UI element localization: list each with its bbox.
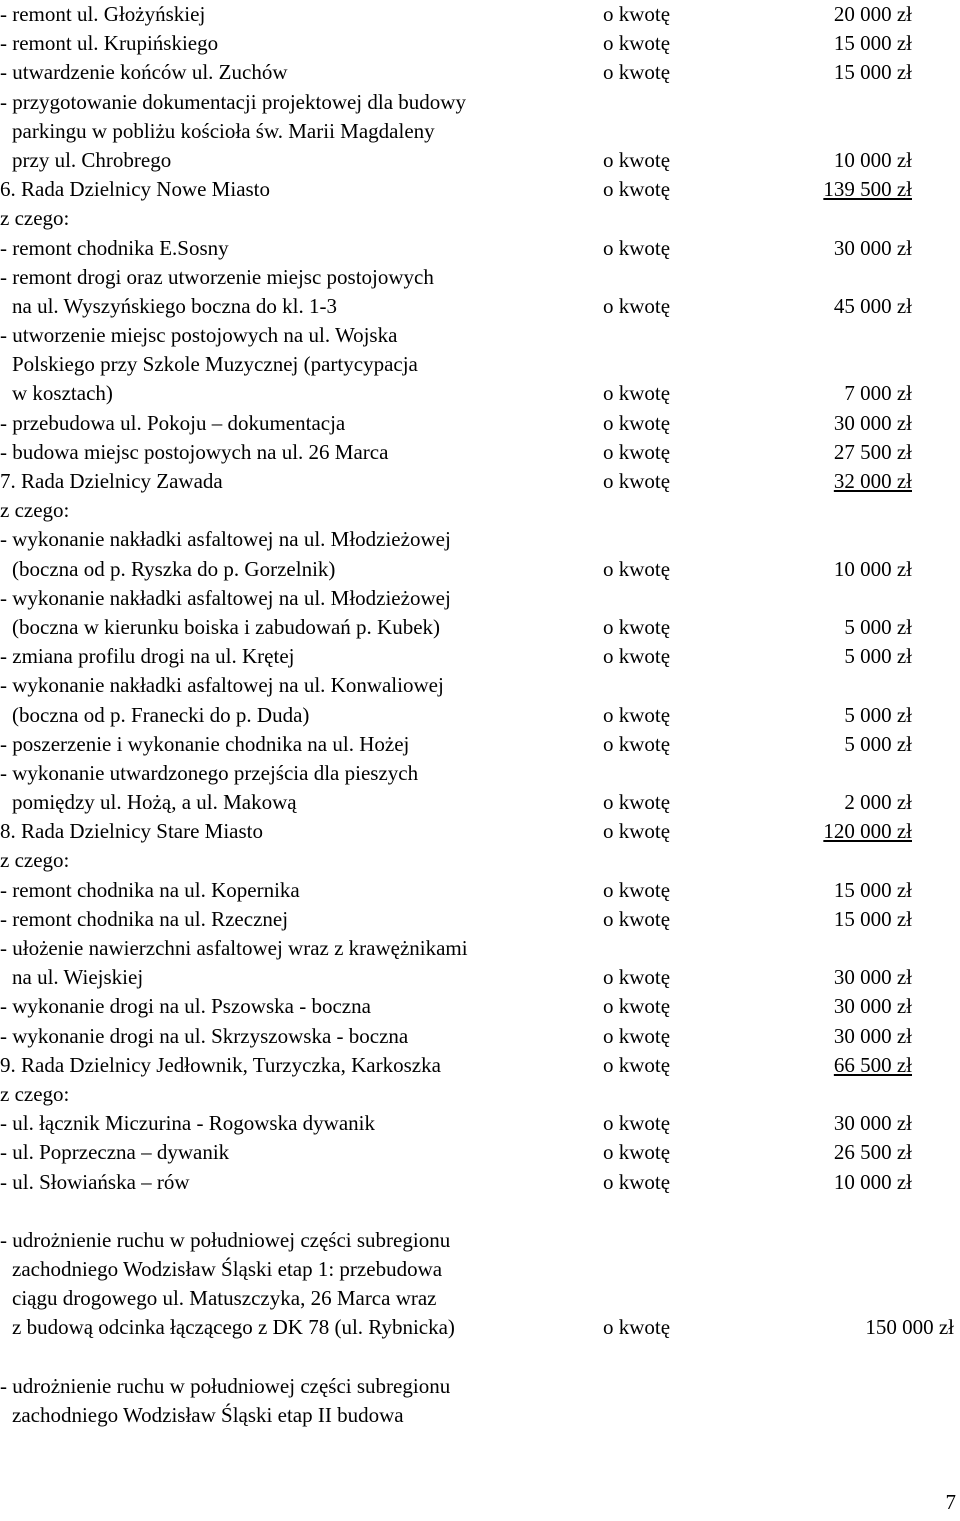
amount-keyword: o kwotę bbox=[603, 381, 671, 406]
item-description: - remont ul. Krupińskiego bbox=[0, 31, 219, 56]
list-item bbox=[0, 1022, 960, 1051]
amount-keyword: o kwotę bbox=[603, 235, 671, 260]
list-item bbox=[0, 671, 960, 700]
amount-keyword: o kwotę bbox=[603, 60, 671, 85]
list-item bbox=[0, 1284, 960, 1313]
list-item bbox=[0, 525, 960, 554]
item-description: - wykonanie utwardzonego przejścia dla pieszych bbox=[0, 760, 419, 785]
list-item bbox=[0, 701, 960, 730]
section-heading bbox=[0, 817, 960, 846]
amount-keyword: o kwotę bbox=[603, 1315, 671, 1340]
section-title: 8. Rada Dzielnicy Stare Miasto bbox=[0, 819, 264, 844]
list-item bbox=[0, 1080, 960, 1109]
list-item bbox=[0, 905, 960, 934]
amount-keyword: o kwotę bbox=[603, 790, 671, 815]
list-item bbox=[0, 555, 960, 584]
item-description: - udrożnienie ruchu w południowej części subregionu bbox=[0, 1227, 451, 1252]
list-item bbox=[0, 146, 960, 175]
item-description: - wykonanie drogi na ul. Skrzyszowska - boczna bbox=[0, 1023, 409, 1048]
amount-keyword: o kwotę bbox=[603, 965, 671, 990]
list-item bbox=[0, 234, 960, 263]
section-total: 139 500 zł bbox=[823, 177, 912, 202]
item-description: - wykonanie nakładki asfaltowej na ul. Młodzieżowej bbox=[0, 527, 451, 552]
item-description: - przygotowanie dokumentacji projektowej dla budowy bbox=[0, 89, 466, 114]
item-amount: 26 500 zł bbox=[833, 1140, 912, 1165]
item-amount: 30 000 zł bbox=[833, 994, 912, 1019]
item-description: - wykonanie drogi na ul. Pszowska - boczna bbox=[0, 994, 371, 1019]
list-item bbox=[0, 438, 960, 467]
list-item bbox=[0, 350, 960, 379]
item-description: - ul. łącznik Miczurina - Rogowska dywanik bbox=[0, 1111, 375, 1136]
item-amount: 45 000 zł bbox=[833, 293, 912, 318]
item-amount: 5 000 zł bbox=[844, 644, 912, 669]
list-item bbox=[0, 1313, 960, 1342]
item-amount: 5 000 zł bbox=[844, 731, 912, 756]
amount-keyword: o kwotę bbox=[603, 614, 671, 639]
amount-keyword: o kwotę bbox=[603, 906, 671, 931]
item-amount: 150 000 zł bbox=[865, 1315, 954, 1340]
item-amount: 20 000 zł bbox=[833, 2, 912, 26]
list-item bbox=[0, 263, 960, 292]
item-description: - remont chodnika E.Sosny bbox=[0, 235, 229, 260]
amount-keyword: o kwotę bbox=[603, 469, 671, 493]
item-amount: 10 000 zł bbox=[833, 1169, 912, 1194]
list-item bbox=[0, 88, 960, 117]
item-description: - budowa miejsc postojowych na ul. 26 Marca bbox=[0, 439, 389, 464]
amount-keyword: o kwotę bbox=[603, 1023, 671, 1048]
amount-keyword: o kwotę bbox=[603, 2, 671, 26]
item-description: - przebudowa ul. Pokoju – dokumentacja bbox=[0, 410, 346, 435]
section-total: 32 000 zł bbox=[833, 469, 912, 493]
list-item bbox=[0, 1255, 960, 1284]
list-item bbox=[0, 1401, 960, 1430]
item-amount: 30 000 zł bbox=[833, 235, 912, 260]
list-item bbox=[0, 1372, 960, 1401]
list-item bbox=[0, 876, 960, 905]
list-item bbox=[0, 117, 960, 146]
amount-keyword: o kwotę bbox=[603, 31, 671, 56]
item-description: - remont ul. Głożyńskiej bbox=[0, 2, 206, 26]
list-item bbox=[0, 963, 960, 992]
item-amount: 5 000 zł bbox=[844, 614, 912, 639]
item-description: - remont chodnika na ul. Rzecznej bbox=[0, 906, 289, 931]
list-item bbox=[0, 584, 960, 613]
amount-keyword: o kwotę bbox=[603, 439, 671, 464]
item-description: zachodniego Wodzisław Śląski etap 1: przebudowa bbox=[12, 1257, 443, 1282]
item-description: - wykonanie nakładki asfaltowej na ul. Konwaliowej bbox=[0, 673, 444, 698]
item-description: na ul. Wyszyńskiego boczna do kl. 1-3 bbox=[12, 293, 337, 318]
amount-keyword: o kwotę bbox=[603, 147, 671, 172]
item-description: parkingu w pobliżu kościoła św. Marii Magdaleny bbox=[12, 118, 435, 143]
item-amount: 15 000 zł bbox=[833, 60, 912, 85]
item-description: zachodniego Wodzisław Śląski etap II budowa bbox=[12, 1403, 404, 1427]
amount-keyword: o kwotę bbox=[603, 819, 671, 844]
item-amount: 15 000 zł bbox=[833, 877, 912, 902]
item-amount: 27 500 zł bbox=[833, 439, 912, 464]
item-description: - remont drogi oraz utworzenie miejsc postojowych bbox=[0, 264, 434, 289]
item-description: - ul. Słowiańska – rów bbox=[0, 1169, 190, 1194]
item-description: w kosztach) bbox=[12, 381, 113, 406]
spacer bbox=[0, 1197, 960, 1226]
amount-keyword: o kwotę bbox=[603, 994, 671, 1019]
item-amount: 7 000 zł bbox=[844, 381, 912, 406]
item-description: z czego: bbox=[0, 498, 70, 523]
list-item bbox=[0, 292, 960, 321]
page-number: 7 bbox=[945, 1490, 956, 1514]
amount-keyword: o kwotę bbox=[603, 177, 671, 202]
section-heading bbox=[0, 467, 960, 496]
section-title: 7. Rada Dzielnicy Zawada bbox=[0, 469, 223, 493]
list-item bbox=[0, 204, 960, 233]
item-description: z budową odcinka łączącego z DK 78 (ul. Rybnicka) bbox=[12, 1315, 455, 1340]
list-item bbox=[0, 1138, 960, 1167]
list-item bbox=[0, 29, 960, 58]
list-item bbox=[0, 788, 960, 817]
item-description: z czego: bbox=[0, 848, 70, 873]
item-amount: 5 000 zł bbox=[844, 702, 912, 727]
item-amount: 30 000 zł bbox=[833, 965, 912, 990]
item-description: - udrożnienie ruchu w południowej części subregionu bbox=[0, 1373, 451, 1398]
list-item bbox=[0, 642, 960, 671]
section-title: 9. Rada Dzielnicy Jedłownik, Turzyczka, Karkoszka bbox=[0, 1052, 441, 1077]
amount-keyword: o kwotę bbox=[603, 1052, 671, 1077]
list-item bbox=[0, 379, 960, 408]
list-item bbox=[0, 1109, 960, 1138]
item-amount: 10 000 zł bbox=[833, 147, 912, 172]
item-description: z czego: bbox=[0, 1081, 70, 1106]
item-description: pomiędzy ul. Hożą, a ul. Makową bbox=[12, 790, 297, 815]
list-item bbox=[0, 992, 960, 1021]
list-item bbox=[0, 58, 960, 87]
amount-keyword: o kwotę bbox=[603, 644, 671, 669]
list-item bbox=[0, 846, 960, 875]
item-description: (boczna w kierunku boiska i zabudowań p. Kubek) bbox=[12, 614, 441, 639]
item-description: przy ul. Chrobrego bbox=[12, 147, 172, 172]
amount-keyword: o kwotę bbox=[603, 556, 671, 581]
section-heading bbox=[0, 175, 960, 204]
item-amount: 10 000 zł bbox=[833, 556, 912, 581]
item-description: na ul. Wiejskiej bbox=[12, 965, 144, 990]
item-description: - wykonanie nakładki asfaltowej na ul. Młodzieżowej bbox=[0, 585, 451, 610]
item-description: - utwardzenie końców ul. Zuchów bbox=[0, 60, 288, 85]
list-item bbox=[0, 496, 960, 525]
amount-keyword: o kwotę bbox=[603, 702, 671, 727]
item-amount: 30 000 zł bbox=[833, 1023, 912, 1048]
section-total: 120 000 zł bbox=[823, 819, 912, 844]
spacer bbox=[0, 1343, 960, 1372]
item-amount: 15 000 zł bbox=[833, 31, 912, 56]
item-description: - ułożenie nawierzchni asfaltowej wraz z krawężnikami bbox=[0, 936, 468, 960]
item-description: - zmiana profilu drogi na ul. Krętej bbox=[0, 644, 295, 669]
item-amount: 30 000 zł bbox=[833, 410, 912, 435]
amount-keyword: o kwotę bbox=[603, 877, 671, 902]
amount-keyword: o kwotę bbox=[603, 1169, 671, 1194]
amount-keyword: o kwotę bbox=[603, 293, 671, 318]
item-amount: 30 000 zł bbox=[833, 1111, 912, 1136]
section-heading bbox=[0, 1051, 960, 1080]
list-item bbox=[0, 613, 960, 642]
amount-keyword: o kwotę bbox=[603, 1140, 671, 1165]
amount-keyword: o kwotę bbox=[603, 410, 671, 435]
item-amount: 2 000 zł bbox=[844, 790, 912, 815]
list-item bbox=[0, 1226, 960, 1255]
section-title: 6. Rada Dzielnicy Nowe Miasto bbox=[0, 177, 271, 202]
item-description: Polskiego przy Szkole Muzycznej (partycypacja bbox=[12, 352, 418, 377]
item-description: - poszerzenie i wykonanie chodnika na ul. Hożej bbox=[0, 731, 410, 756]
item-description: (boczna od p. Ryszka do p. Gorzelnik) bbox=[12, 556, 336, 581]
list-item bbox=[0, 759, 960, 788]
list-item bbox=[0, 321, 960, 350]
list-item bbox=[0, 934, 960, 963]
list-item bbox=[0, 1168, 960, 1197]
section-total: 66 500 zł bbox=[833, 1052, 912, 1077]
item-description: - ul. Poprzeczna – dywanik bbox=[0, 1140, 230, 1165]
list-item bbox=[0, 0, 960, 29]
list-item bbox=[0, 730, 960, 759]
item-amount: 15 000 zł bbox=[833, 906, 912, 931]
item-description: z czego: bbox=[0, 206, 70, 231]
item-description: ciągu drogowego ul. Matuszczyka, 26 Marca wraz bbox=[12, 1286, 437, 1311]
amount-keyword: o kwotę bbox=[603, 731, 671, 756]
item-description: - utworzenie miejsc postojowych na ul. Wojska bbox=[0, 323, 398, 348]
amount-keyword: o kwotę bbox=[603, 1111, 671, 1136]
item-description: (boczna od p. Franecki do p. Duda) bbox=[12, 702, 310, 727]
item-description: - remont chodnika na ul. Kopernika bbox=[0, 877, 300, 902]
list-item bbox=[0, 409, 960, 438]
